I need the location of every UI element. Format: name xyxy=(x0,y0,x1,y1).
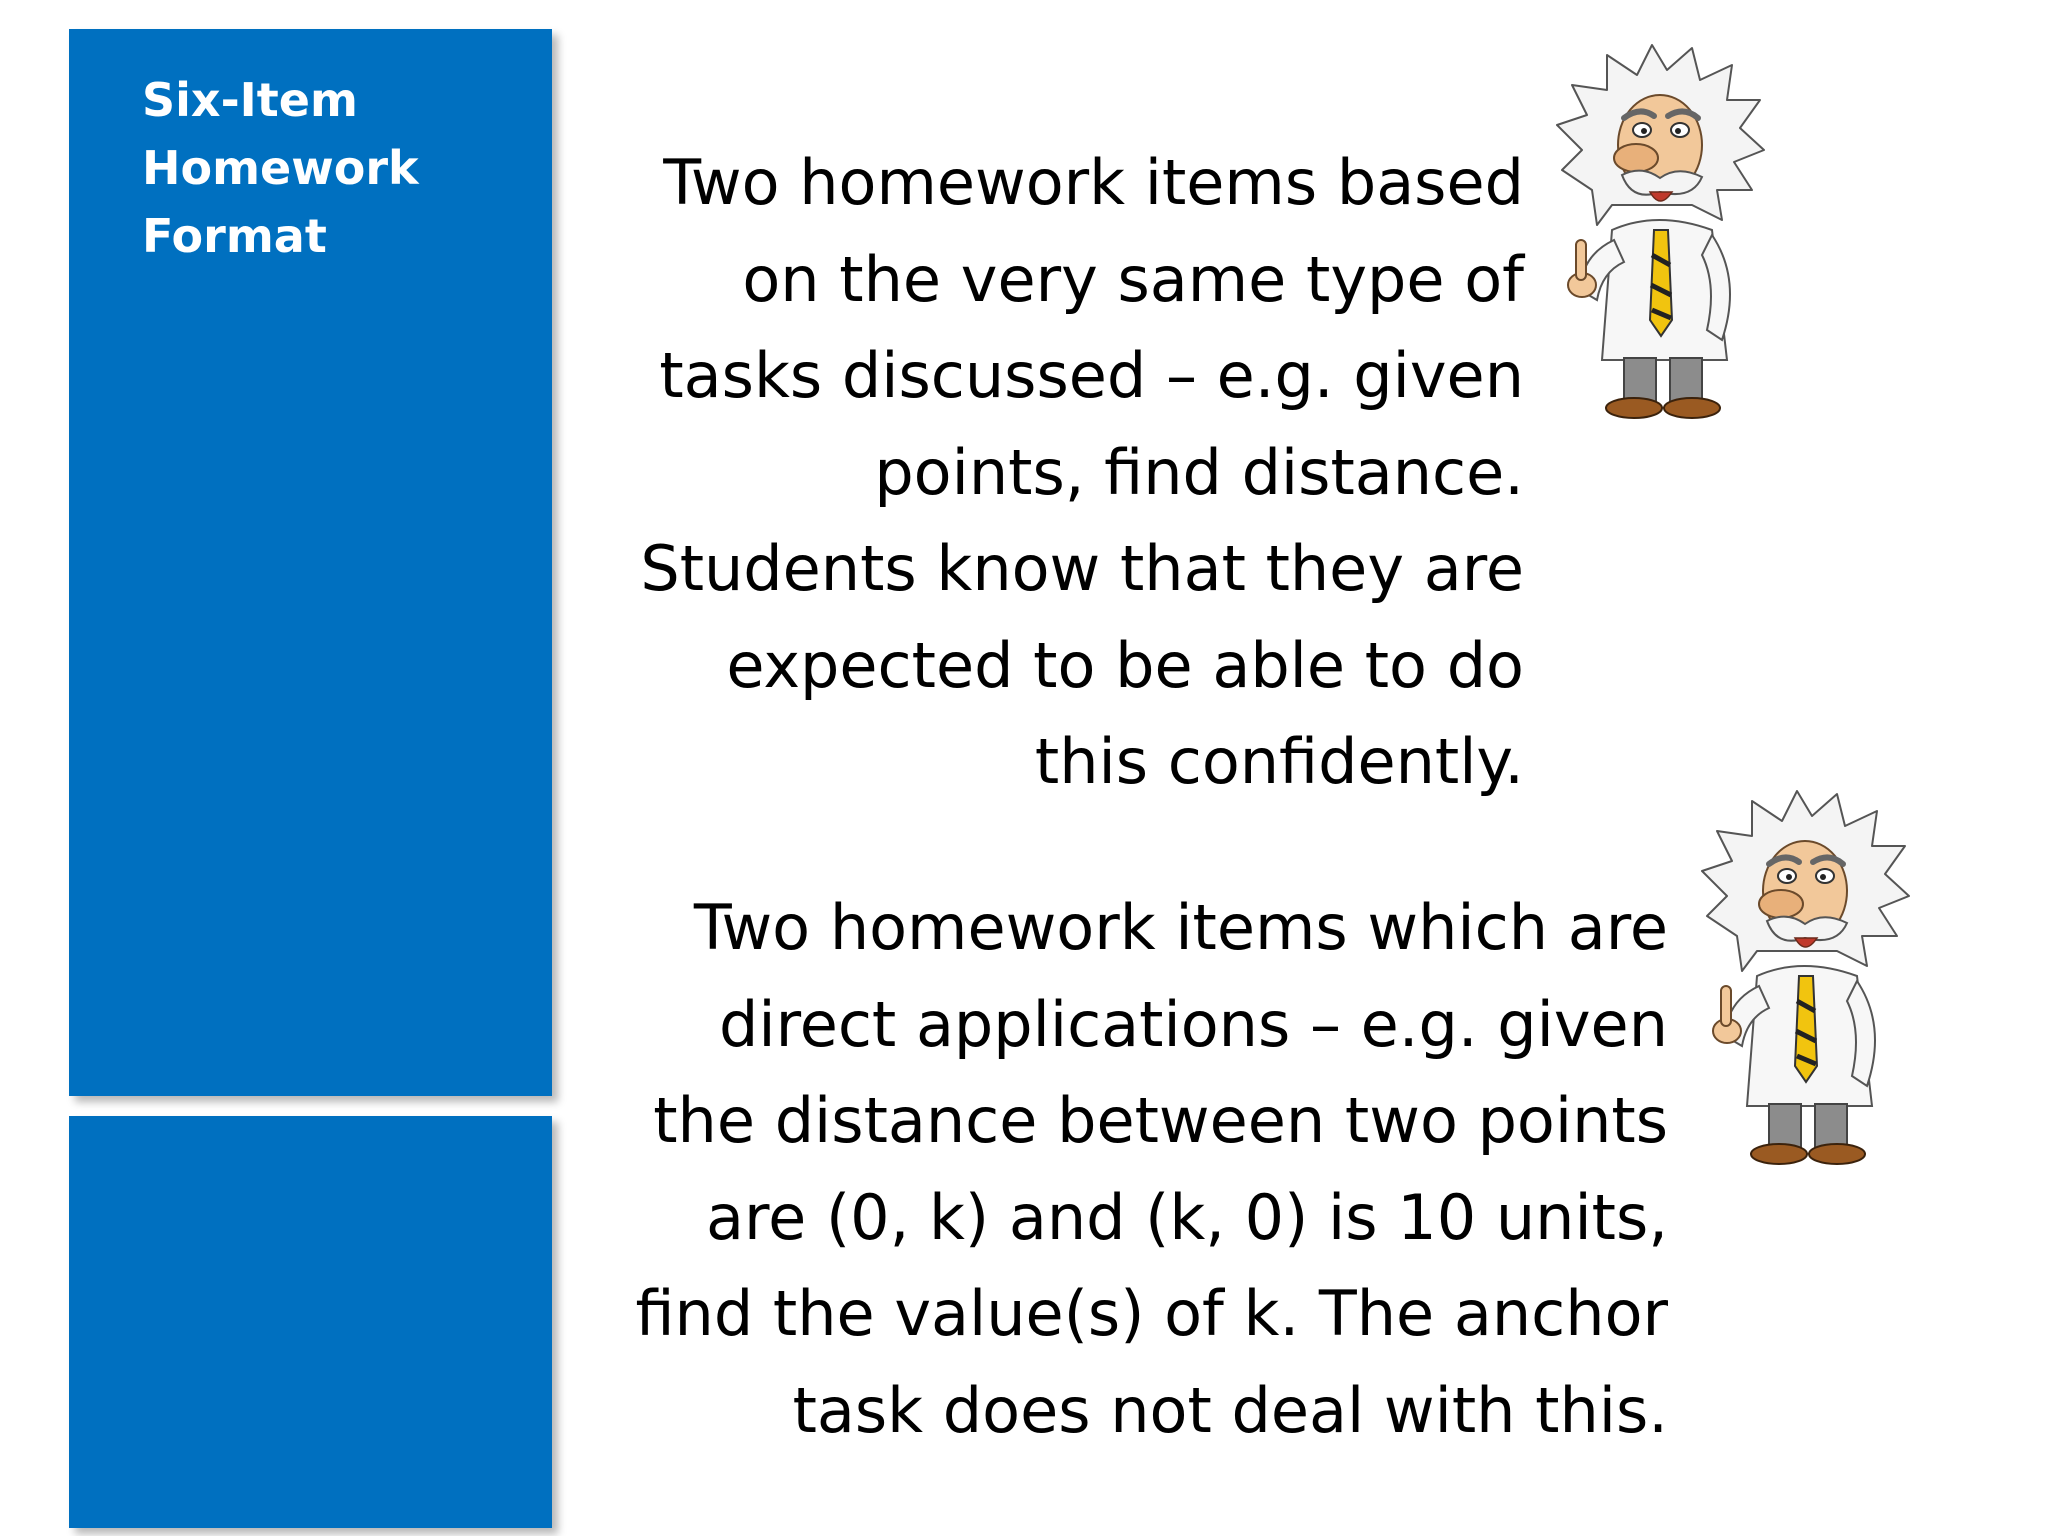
professor-cartoon-icon xyxy=(1697,786,1912,1166)
paragraph-line: tasks discussed – e.g. given xyxy=(659,339,1524,412)
paragraph-line: Two homework items based xyxy=(663,146,1524,219)
paragraph-line: find the value(s) of k. The anchor xyxy=(635,1277,1668,1350)
paragraph-line: points, find distance. xyxy=(874,435,1524,509)
title-line: Homework xyxy=(142,141,419,195)
paragraph-line: direct applications – e.g. given xyxy=(718,987,1668,1061)
paragraph-line: the distance between two points xyxy=(653,1084,1668,1157)
paragraph-line: task does not deal with this. xyxy=(792,1373,1668,1447)
slide-title xyxy=(142,66,522,270)
paragraph-line: Two homework items which are xyxy=(693,891,1668,964)
professor-cartoon-icon xyxy=(1552,40,1767,420)
title-line: Six-Item xyxy=(142,73,358,127)
paragraph-line: are (0, k) and (k, 0) is 10 units, xyxy=(706,1180,1668,1254)
lower-panel xyxy=(69,1116,552,1528)
paragraph-line: on the very same type of xyxy=(742,242,1524,316)
title-line: Format xyxy=(142,209,327,263)
paragraph-line: expected to be able to do xyxy=(726,628,1524,702)
paragraph-direct-applications xyxy=(635,880,1668,1459)
paragraph-line: this confidently. xyxy=(1034,725,1524,798)
paragraph-line: Students know that they are xyxy=(640,532,1524,605)
paragraph-same-type xyxy=(640,135,1524,811)
